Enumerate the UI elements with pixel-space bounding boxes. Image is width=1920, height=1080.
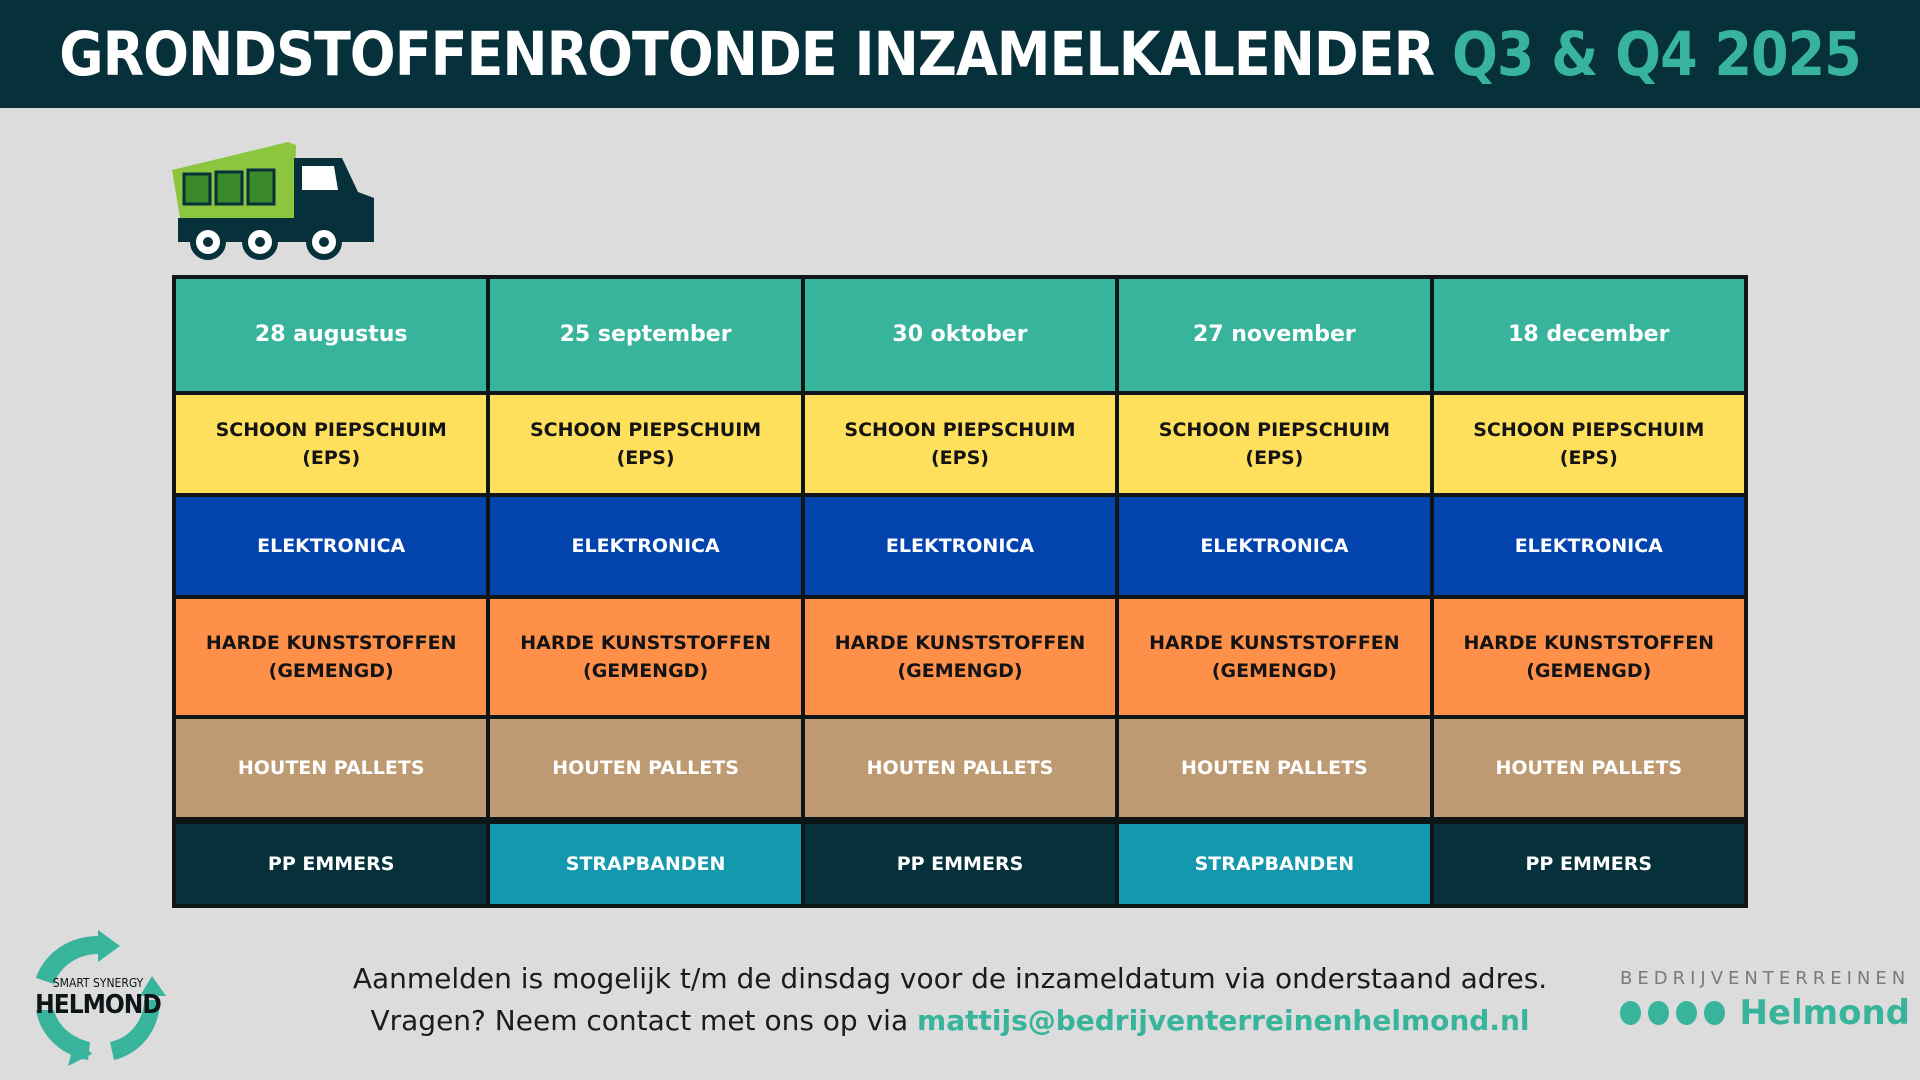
pallets-cell: HOUTEN PALLETS	[490, 719, 800, 817]
eps-cell: SCHOON PIEPSCHUIM (EPS)	[490, 395, 800, 493]
date-cell: 18 december	[1434, 279, 1744, 391]
people-icon	[1704, 1001, 1725, 1025]
logo-left-line2: HELMOND	[35, 990, 161, 1020]
footer-line-2	[300, 1000, 1600, 1042]
pallets-cell: HOUTEN PALLETS	[1119, 719, 1429, 817]
logo-right-row	[1620, 993, 1910, 1033]
leaf-icon	[1676, 1001, 1697, 1025]
logo-right-top: BEDRIJVENTERREINEN	[1620, 968, 1911, 989]
elektronica-cell: ELEKTRONICA	[490, 497, 800, 595]
header-bar	[0, 0, 1920, 108]
hard-plastics-cell	[1119, 599, 1429, 715]
hard-plastics-cell	[1434, 599, 1744, 715]
title-main: GRONDSTOFFENROTONDE INZAMELKALENDER	[59, 18, 1435, 90]
eps-cell: SCHOON PIEPSCHUIM (EPS)	[1119, 395, 1429, 493]
eps-cell: SCHOON PIEPSCHUIM (EPS)	[805, 395, 1115, 493]
logo-left-line1: SMART SYNERGY	[52, 976, 144, 990]
pallets-cell: HOUTEN PALLETS	[176, 719, 486, 817]
date-cell: 30 oktober	[805, 279, 1115, 391]
hard-plastics-line2: (GEMENGD)	[583, 660, 709, 682]
hard-plastics-cell	[490, 599, 800, 715]
elektronica-cell: ELEKTRONICA	[805, 497, 1115, 595]
extra-stream-cell: PP EMMERS	[1434, 824, 1744, 904]
footer-line-2-prefix: Vragen? Neem contact met ons op via	[370, 1004, 909, 1037]
title-accent: Q3 & Q4 2025	[1452, 18, 1861, 90]
footer-line-1: Aanmelden is mogelijk t/m de dinsdag voor de inzameldatum via onderstaand adres.	[352, 962, 1548, 995]
smart-synergy-logo	[28, 930, 168, 1066]
hard-plastics-line2: (GEMENGD)	[1526, 660, 1652, 682]
hard-plastics-line1: HARDE KUNSTSTOFFEN	[1463, 632, 1715, 654]
date-cell: 28 augustus	[176, 279, 486, 391]
hard-plastics-line1: HARDE KUNSTSTOFFEN	[1149, 632, 1400, 654]
dump-truck-icon	[170, 140, 380, 260]
hard-plastics-cell	[176, 599, 486, 715]
extra-stream-cell: STRAPBANDEN	[490, 824, 800, 904]
footer-text	[300, 958, 1600, 1042]
hard-plastics-line1: HARDE KUNSTSTOFFEN	[834, 632, 1086, 654]
pallets-cell: HOUTEN PALLETS	[1434, 719, 1744, 817]
extra-stream-row	[172, 820, 1748, 908]
pallets-cell: HOUTEN PALLETS	[805, 719, 1115, 817]
hard-plastics-cell	[805, 599, 1115, 715]
logo-right-name: Helmond	[1739, 993, 1910, 1033]
hard-plastics-line2: (GEMENGD)	[897, 660, 1023, 682]
eps-cell: SCHOON PIEPSCHUIM (EPS)	[1434, 395, 1744, 493]
hard-plastics-line2: (GEMENGD)	[268, 660, 394, 682]
date-cell: 27 november	[1119, 279, 1429, 391]
eps-cell: SCHOON PIEPSCHUIM (EPS)	[176, 395, 486, 493]
hard-plastics-line1: HARDE KUNSTSTOFFEN	[520, 632, 771, 654]
industry-icon	[1648, 1001, 1669, 1025]
extra-stream-cell: STRAPBANDEN	[1119, 824, 1429, 904]
extra-stream-cell: PP EMMERS	[805, 824, 1115, 904]
page-title	[59, 19, 1861, 90]
house-icon	[1620, 1001, 1641, 1025]
calendar-grid	[172, 275, 1748, 821]
hard-plastics-line1: HARDE KUNSTSTOFFEN	[205, 632, 457, 654]
extra-stream-cell: PP EMMERS	[176, 824, 486, 904]
contact-email-link[interactable]: mattijs@bedrijventerreinenhelmond.nl	[917, 1004, 1530, 1037]
hard-plastics-line2: (GEMENGD)	[1211, 660, 1337, 682]
bedrijventerreinen-logo	[1620, 968, 1910, 1038]
elektronica-cell: ELEKTRONICA	[1434, 497, 1744, 595]
elektronica-cell: ELEKTRONICA	[1119, 497, 1429, 595]
elektronica-cell: ELEKTRONICA	[176, 497, 486, 595]
date-cell: 25 september	[490, 279, 800, 391]
